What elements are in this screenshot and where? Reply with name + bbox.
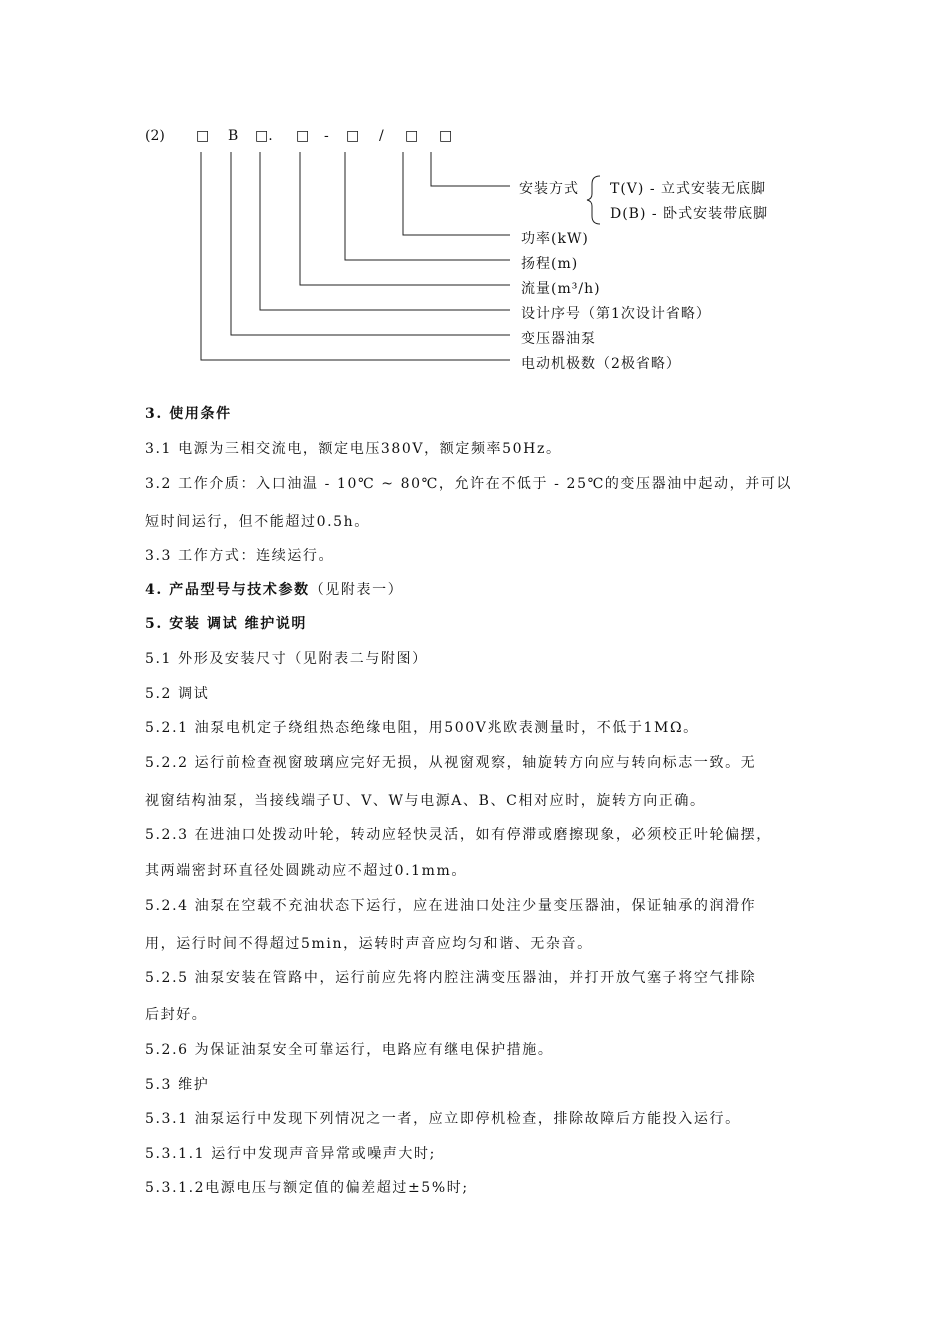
label-design: 设计序号（第1次设计省略） [521, 306, 711, 322]
paragraph-3-3: 3.3 工作方式：连续运行。 [145, 548, 335, 564]
code-symbol: □ [296, 128, 310, 144]
code-symbol: / [379, 128, 384, 144]
connector-pump [231, 152, 510, 335]
paragraph-5-2-3: 5.2.3 在进油口处拨动叶轮，转动应轻快灵活，如有停滞或磨擦现象，必须校正叶轮偏摆， [145, 827, 772, 843]
paragraph-5-2-2-cont: 视窗结构油泵，当接线端子U、V、W与电源A、B、C相对应时，旋转方向正确。 [145, 793, 706, 809]
paragraph-3-2: 3.2 工作介质：入口油温 - 10℃ ~ 80℃，允许在不低于 - 25℃的变压器油中起动，并可以 [145, 476, 793, 492]
label-flow: 流量(m³/h) [521, 281, 601, 297]
connector-poles [201, 152, 510, 360]
connector-install [431, 152, 510, 186]
paragraph-5-2-4-cont: 用，运行时间不得超过5min，运转时声音应均匀和谐、无杂音。 [145, 936, 593, 952]
paragraph-5-1: 5.1 外形及安装尺寸（见附表二与附图） [145, 651, 428, 667]
label-pump: 变压器油泵 [521, 331, 596, 347]
paragraph-5-3-1: 5.3.1 油泵运行中发现下列情况之一者，应立即停机检查，排除故障后方能投入运行。 [145, 1111, 741, 1127]
label-power: 功率(kW) [521, 231, 589, 247]
paragraph-5-2-3-cont: 其两端密封环直径处圆跳动应不超过0.1mm。 [145, 863, 468, 879]
paragraph-5-3: 5.3 维护 [145, 1077, 210, 1093]
paragraph-5-2-2: 5.2.2 运行前检查视窗玻璃应完好无损，从视窗观察，轴旋转方向应与转向标志一致。无 [145, 755, 757, 771]
code-symbol: □ [439, 128, 453, 144]
paragraph-5-2: 5.2 调试 [145, 686, 210, 702]
paragraph-3-1: 3.1 电源为三相交流电，额定电压380V，额定频率50Hz。 [145, 441, 562, 457]
paragraph-5-3-1-1: 5.3.1.1 运行中发现声音异常或噪声大时; [145, 1146, 436, 1162]
label-install-t: T(V) - 立式安装无底脚 [610, 181, 767, 197]
paragraph-5-2-6: 5.2.6 为保证油泵安全可靠运行，电路应有继电保护措施。 [145, 1042, 554, 1058]
code-connector-lines [0, 0, 950, 400]
paragraph-5-2-1: 5.2.1 油泵电机定子绕组热态绝缘电阻，用500V兆欧表测量时，不低于1MΩ。 [145, 720, 699, 736]
heading-model-params-title: 4. 产品型号与技术参数 [145, 582, 310, 598]
code-prefix: (2) [145, 128, 165, 144]
connector-power [403, 152, 510, 235]
label-install: 安装方式 [519, 181, 579, 197]
label-head: 扬程(m) [521, 256, 579, 272]
label-poles: 电动机极数（2极省略） [521, 356, 681, 372]
code-symbol: B [228, 128, 239, 144]
paragraph-5-2-5: 5.2.5 油泵安装在管路中，运行前应先将内腔注满变压器油，并打开放气塞子将空气排除 [145, 970, 757, 986]
install-brace [587, 176, 600, 224]
paragraph-5-2-4: 5.2.4 油泵在空载不充油状态下运行，应在进油口处注少量变压器油，保证轴承的润滑作 [145, 898, 757, 914]
connector-head [345, 152, 510, 260]
heading-usage-conditions: 3. 使用条件 [145, 406, 232, 422]
paragraph-5-2-5-cont: 后封好。 [145, 1007, 208, 1023]
connector-design [260, 152, 510, 310]
code-symbol: □ [346, 128, 360, 144]
code-symbol: - [324, 128, 329, 144]
code-symbol: □ [196, 128, 210, 144]
heading-installation: 5. 安装 调试 维护说明 [145, 616, 308, 632]
heading-model-params [145, 579, 403, 599]
code-symbol: □ [405, 128, 419, 144]
label-install-d: D(B) - 卧式安装带底脚 [610, 206, 769, 222]
paragraph-5-3-1-2: 5.3.1.2电源电压与额定值的偏差超过±5%时; [145, 1180, 469, 1196]
code-symbol: □. [255, 128, 273, 144]
connector-flow [300, 152, 510, 285]
paragraph-3-2-cont: 短时间运行，但不能超过0.5h。 [145, 514, 370, 530]
heading-model-params-note: （见附表一） [309, 582, 404, 598]
